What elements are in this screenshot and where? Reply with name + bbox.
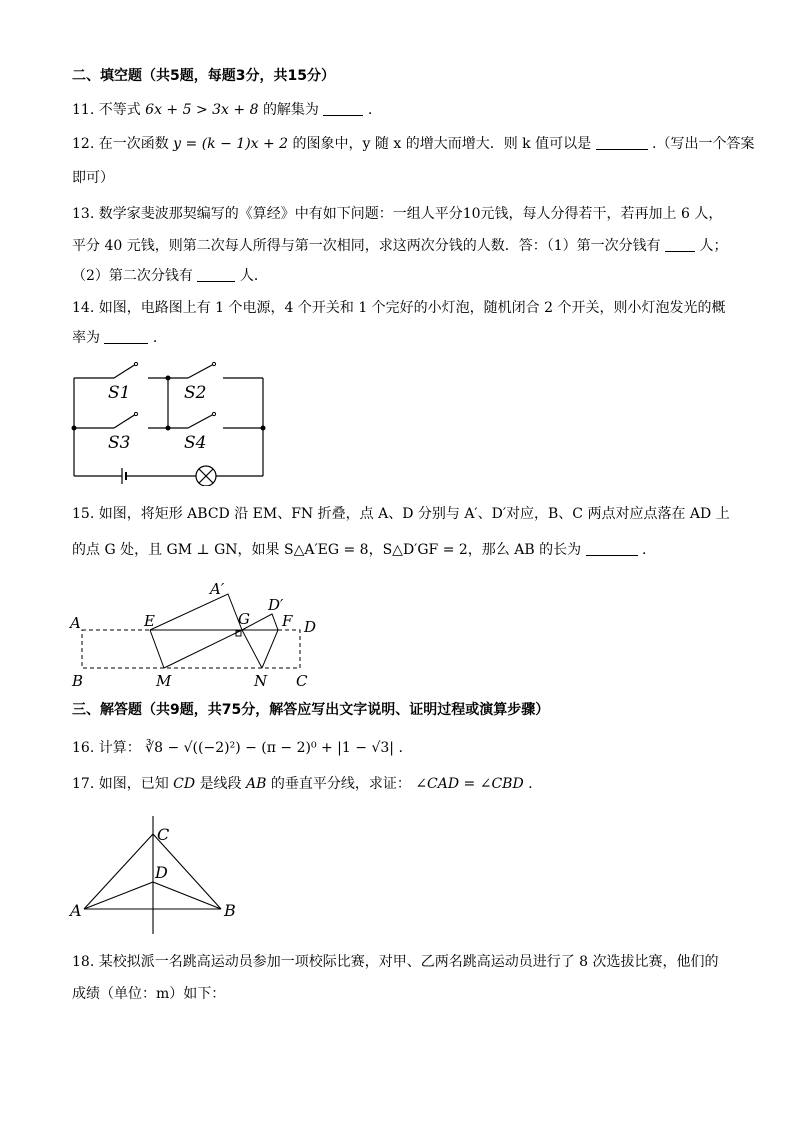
switch-label-s4: S4	[184, 433, 207, 453]
q13-answer-blank-1[interactable]	[665, 237, 695, 252]
point-label-c: C	[157, 825, 170, 844]
point-label-m: M	[156, 672, 172, 690]
q17-angle-equation: ∠CAD = ∠CBD	[415, 776, 524, 792]
q17-middle-2: 的垂直平分线，求证：	[270, 776, 411, 792]
original-rectangle	[82, 630, 300, 668]
fold-diagram	[66, 574, 336, 694]
point-label-e: E	[144, 612, 155, 630]
folded-triangle-a1eg	[150, 594, 242, 630]
point-label-d: D	[155, 863, 168, 882]
q18-line-2: 成绩（单位：m）如下：	[72, 986, 226, 1002]
switch-contact	[134, 412, 137, 415]
segment-ac	[84, 834, 153, 909]
point-label-d: D	[304, 618, 317, 636]
q11-answer-blank[interactable]	[323, 101, 363, 116]
junction-dot	[166, 376, 171, 381]
q13-line-3	[72, 266, 268, 286]
q16-end: .	[398, 740, 403, 756]
segment-nf	[262, 630, 278, 668]
q15-line-1: 15. 如图，将矩形 ABCD 沿 EM、FN 折叠，点 A、D 分别与 A′、D′对应，B、C 两点对应点落在 AD 上	[72, 506, 730, 522]
q12-function: y = (k − 1)x + 2	[173, 136, 289, 152]
q17-ab: AB	[246, 776, 267, 792]
question-11	[72, 100, 372, 120]
bisector-diagram	[66, 812, 246, 940]
point-label-c: C	[296, 672, 308, 690]
q17-middle: 是线段	[199, 776, 242, 792]
q11-inequality: 6x + 5 > 3x + 8	[145, 102, 259, 118]
q14-answer-blank[interactable]	[104, 329, 148, 344]
point-label-f: F	[282, 612, 293, 630]
point-label-d-prime: D′	[268, 596, 284, 614]
q12-line-2: 即可）	[72, 170, 114, 186]
switch-s4-lever	[188, 414, 214, 428]
q15-line-2-end: .	[642, 542, 647, 558]
segment-bd	[153, 882, 221, 909]
q17-cd: CD	[173, 776, 196, 792]
q12-middle: 的图象中，y 随 x 的增大而增大．则 k 值可以是	[292, 136, 592, 152]
junction-dot	[261, 426, 266, 431]
q11-end: .	[367, 102, 373, 118]
switch-label-s1: S1	[108, 383, 131, 403]
switch-contact	[212, 362, 215, 365]
q13-line-2-text: 平分 40 元钱，则第二次每人所得与第一次相同，求这两次分钱的人数．答：（1）第一次分钱有	[72, 238, 661, 254]
q15-line-2-text: 的点 G 处，且 GM ⊥ GN，如果 S△A′EG = 8，S△D′GF = 2，那么 AB 的长为	[72, 542, 582, 558]
switch-contact	[134, 362, 137, 365]
point-label-n: N	[254, 672, 268, 690]
point-label-a-prime: A′	[210, 580, 225, 598]
segment-ad	[84, 882, 153, 909]
q16-expression: ∛8 − √((−2)²) − (π − 2)⁰ + |1 − √3|	[145, 740, 394, 756]
section-2-heading: 二、填空题（共5题，每题3分，共15分）	[72, 68, 335, 84]
q14-line-2	[72, 328, 157, 348]
q13-line-1: 13. 数学家斐波那契编写的《算经》中有如下问题：一组人平分10元钱，每人分得若干，若再加上 6 人，	[72, 206, 723, 222]
switch-contact	[212, 412, 215, 415]
point-label-a: A	[70, 614, 81, 632]
switch-label-s3: S3	[108, 433, 131, 453]
q13-line-2-end: 人；	[699, 238, 728, 254]
point-label-a: A	[70, 901, 82, 920]
q15-line-2	[72, 540, 646, 560]
q13-line-2	[72, 236, 728, 256]
q16-prefix: 16. 计算：	[72, 740, 141, 756]
q12-answer-blank[interactable]	[596, 135, 648, 150]
q14-line-2-end: .	[152, 330, 158, 346]
junction-dot	[72, 426, 77, 431]
q14-line-1: 14. 如图，电路图上有 1 个电源，4 个开关和 1 个完好的小灯泡，随机闭合 2 个开关，则小灯泡发光的概	[72, 300, 726, 316]
point-label-b: B	[72, 672, 84, 690]
point-label-b: B	[224, 901, 236, 920]
q13-line-3-end: 人．	[239, 268, 268, 284]
q17-prefix: 17. 如图，已知	[72, 776, 169, 792]
switch-s2-lever	[188, 364, 214, 378]
q12-end: .（写出一个答案	[652, 136, 755, 152]
q17-end: .	[528, 776, 533, 792]
q13-answer-blank-2[interactable]	[197, 267, 235, 282]
question-17	[72, 774, 533, 794]
q14-line-2-text: 率为	[72, 330, 100, 346]
switch-s3-lever	[114, 414, 136, 428]
section-3-heading: 三、解答题（共9题，共75分，解答应写出文字说明、证明过程或演算步骤）	[72, 702, 550, 718]
point-label-g: G	[238, 610, 250, 628]
q13-line-3-text: （2）第二次分钱有	[72, 268, 193, 284]
question-16	[72, 738, 403, 758]
segment-mg	[164, 630, 242, 668]
q15-answer-blank[interactable]	[586, 541, 638, 556]
segment-em	[150, 630, 164, 668]
question-12	[72, 134, 754, 154]
q11-prefix: 11. 不等式	[72, 102, 141, 118]
junction-dot	[166, 426, 171, 431]
switch-label-s2: S2	[184, 383, 207, 403]
circuit-diagram	[66, 356, 276, 486]
q12-prefix: 12. 在一次函数	[72, 136, 169, 152]
switch-s1-lever	[114, 364, 136, 378]
segment-gn	[242, 630, 262, 668]
q11-suffix: 的解集为	[262, 102, 319, 118]
q18-line-1: 18. 某校拟派一名跳高运动员参加一项校际比赛，对甲、乙两名跳高运动员进行了 8 次选拔比赛，他们的	[72, 954, 719, 970]
